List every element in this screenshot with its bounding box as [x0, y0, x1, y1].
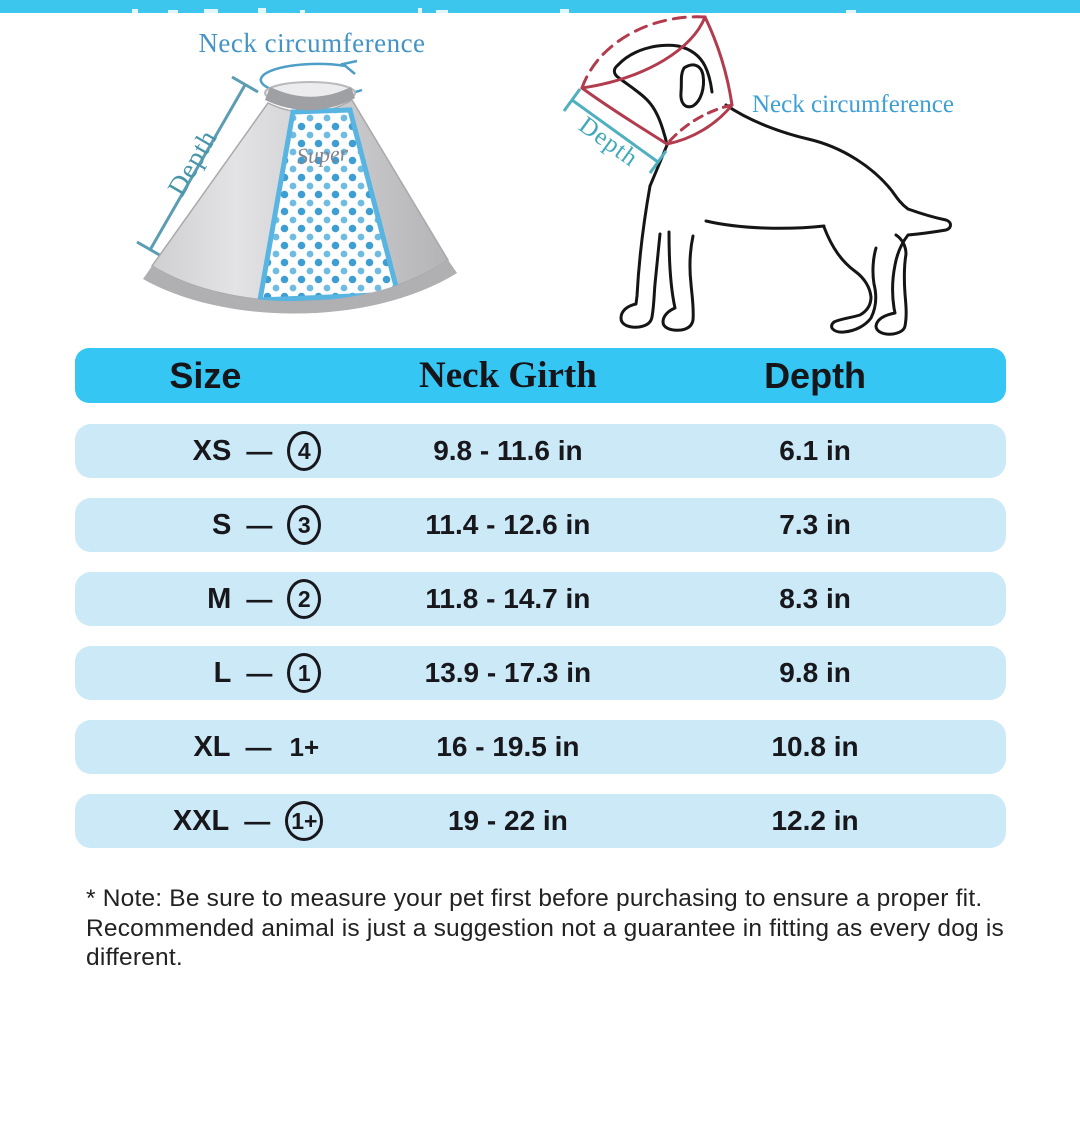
size-badge: 2: [287, 579, 321, 619]
cone-neck-circumference-label: Neck circumference: [198, 28, 426, 58]
table-row: [75, 572, 1006, 626]
size-dash: —: [244, 805, 271, 836]
depth-value: 12.2 in: [771, 805, 859, 836]
table-row: [75, 794, 1006, 848]
depth-value: 9.8 in: [779, 657, 851, 688]
depth-value: 6.1 in: [779, 435, 851, 466]
size-dash: —: [245, 731, 272, 762]
neck-girth-value: 9.8 - 11.6 in: [433, 435, 583, 466]
dog-neck-circumference-label: Neck circumference: [752, 91, 954, 118]
size-label: XXL: [172, 804, 230, 837]
cone-illustration: [110, 20, 480, 335]
header-neck-girth: Neck Girth: [419, 355, 597, 396]
table-row: [75, 646, 1006, 700]
depth-value: 10.8 in: [771, 731, 859, 762]
size-badge: 1: [287, 653, 321, 693]
depth-value: 8.3 in: [779, 583, 851, 614]
size-badge: 3: [287, 505, 321, 545]
dog-outline: [614, 45, 950, 334]
table-row: [75, 498, 1006, 552]
header-depth: Depth: [764, 354, 867, 396]
size-label: M: [207, 582, 232, 615]
size-dash: —: [246, 583, 273, 614]
size-badge: 1+: [289, 731, 320, 762]
table-header-row: [75, 348, 1006, 403]
size-badge: 1+: [285, 801, 323, 841]
cone-depth-label: Depth: [161, 124, 223, 201]
dog-depth-label: Depth: [573, 111, 644, 173]
fitting-note: [86, 884, 1006, 973]
size-label: L: [213, 656, 232, 689]
note-line-1: * Note: Be sure to measure your pet first before purchasing to ensure a proper fit.: [86, 885, 983, 912]
size-dash: —: [246, 509, 273, 540]
cone-body: [143, 82, 457, 314]
size-label: S: [211, 508, 232, 541]
table-row: [75, 424, 1006, 478]
size-dash: —: [246, 435, 273, 466]
size-badge: 4: [287, 431, 321, 471]
neck-girth-value: 11.4 - 12.6 in: [425, 509, 591, 540]
neck-girth-value: 19 - 22 in: [447, 805, 568, 836]
dog-illustration: [540, 8, 980, 343]
size-dash: —: [246, 657, 273, 688]
size-label: XL: [193, 730, 231, 763]
neck-girth-value: 13.9 - 17.3 in: [424, 657, 592, 688]
size-chart-table: [75, 348, 1006, 868]
neck-girth-value: 16 - 19.5 in: [436, 731, 580, 762]
header-size: Size: [169, 354, 242, 396]
brand-text: Super: [296, 140, 349, 169]
size-label: XS: [192, 434, 232, 467]
depth-value: 7.3 in: [779, 509, 851, 540]
neck-girth-value: 11.8 - 14.7 in: [425, 583, 591, 614]
table-row: [75, 720, 1006, 774]
note-line-2: Recommended animal is just a suggestion not a guarantee in fitting as every dog is different.: [86, 914, 1004, 971]
